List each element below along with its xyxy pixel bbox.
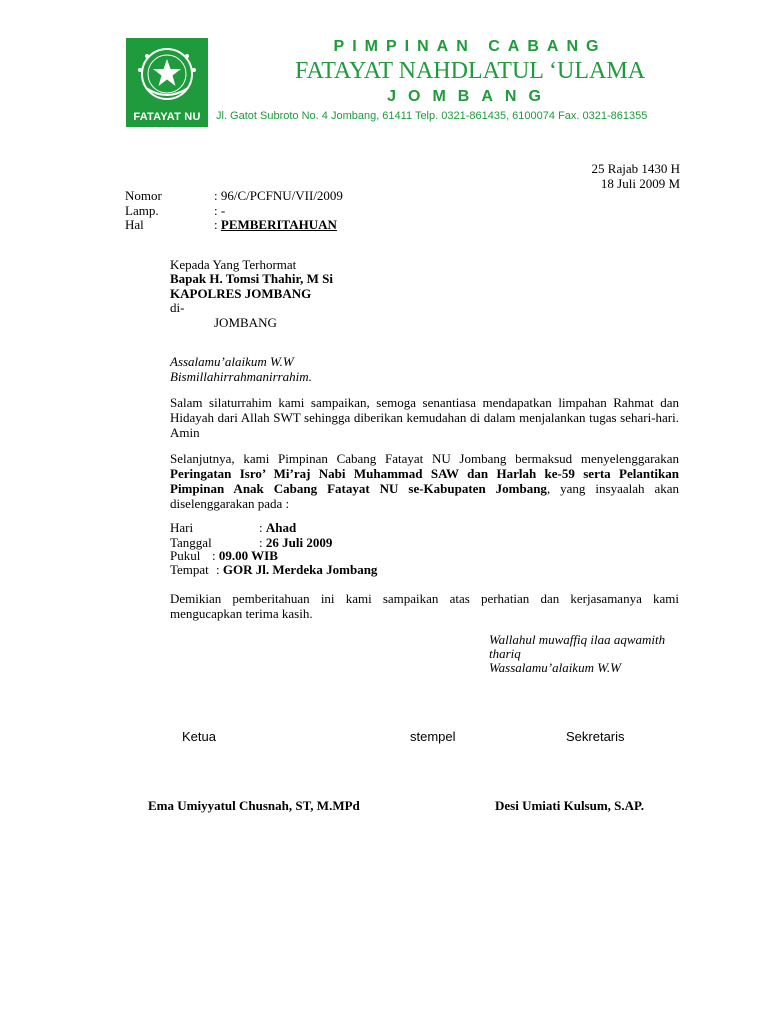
closing-salam: Wassalamu’alaikum W.W — [489, 660, 621, 675]
opening-basmalah: Bismillahirrahmanirrahim. — [170, 369, 312, 384]
schedule-row-tempat — [216, 562, 377, 577]
logo-text: FATAYAT NU — [133, 111, 201, 123]
recipient-di: di- — [170, 300, 185, 315]
recipient-greeting: Kepada Yang Terhormat — [170, 257, 297, 272]
schedule-label-tanggal: Tanggal — [170, 535, 212, 550]
schedule-row-pukul — [212, 548, 278, 563]
closing-line-1: Wallahul muwaffiq ilaa aqwamith — [489, 632, 666, 647]
body-paragraph-2 — [170, 451, 679, 511]
schedule-label-hari: Hari — [170, 520, 194, 535]
opening-salam: Assalamu’alaikum W.W — [170, 354, 294, 369]
event-title: Peringatan Isro’ Mi’raj Nabi Muhammad SAW dan Harlah ke-59 serta Pelantikan Pimpinan Anak Cabang Fatayat NU se-Kabupaten Jombang — [170, 466, 679, 496]
meta-label-hal: Hal — [125, 217, 144, 232]
body-paragraph-1: Salam silaturrahim kami sampaikan, semoga senantiasa mendapatkan limpahan Rahmat dan Hidayah dari Allah SWT sehingga diberikan kemudahan di dalam menjalankan tugas sehari-hari. Amin — [170, 395, 679, 440]
date-gregorian: 18 Juli 2009 M — [600, 176, 680, 191]
schedule-label-pukul: Pukul — [170, 548, 201, 563]
meta-value-lamp: : - — [214, 203, 226, 218]
meta-label-lamp: Lamp. — [125, 203, 159, 218]
schedule-label-tempat: Tempat — [170, 562, 209, 577]
signature-role-ketua: Ketua — [182, 729, 216, 744]
schedule-value-tempat: GOR Jl. Merdeka Jombang — [222, 562, 378, 577]
org-name-heading: FATAYAT NAHDLATUL ‘ULAMA — [294, 58, 646, 84]
recipient-city: JOMBANG — [214, 315, 277, 330]
schedule-value-hari: Ahad — [265, 520, 297, 535]
meta-prefix-hal: : — [214, 217, 221, 232]
meta-label-nomor: Nomor — [125, 188, 162, 203]
schedule-sep: : — [259, 520, 266, 535]
closing-paragraph: Demikian pemberitahuan ini kami sampaikan atas perhatian dan kerjasamanya kami mengucapkan terima kasih. — [170, 591, 679, 621]
schedule-row-hari — [259, 520, 296, 535]
org-address: Jl. Gatot Subroto No. 4 Jombang, 61411 Telp. 0321-861435, 6100074 Fax. 0321-861355 — [216, 110, 648, 122]
schedule-sep: : — [259, 535, 266, 550]
schedule-value-pukul: 09.00 WIB — [218, 548, 278, 563]
meta-value-nomor: : 96/C/PCFNU/VII/2009 — [214, 188, 343, 203]
meta-value-hal — [214, 217, 337, 232]
org-city-heading: JOMBANG — [387, 88, 553, 105]
stamp-label: stempel — [410, 729, 456, 744]
subject-text: PEMBERITAHUAN — [220, 217, 337, 232]
org-level-heading: PIMPINAN CABANG — [333, 38, 607, 55]
signature-role-sekretaris: Sekretaris — [566, 729, 625, 744]
schedule-sep: : — [216, 562, 223, 577]
signature-name-ketua: Ema Umiyyatul Chusnah, ST, M.MPd — [148, 798, 360, 813]
recipient-name: Bapak H. Tomsi Thahir, M Si — [170, 271, 333, 286]
closing-line-2: thariq — [489, 646, 521, 661]
schedule-value-tanggal: 26 Juli 2009 — [265, 535, 333, 550]
recipient-title: KAPOLRES JOMBANG — [170, 286, 312, 301]
signature-name-sekretaris: Desi Umiati Kulsum, S.AP. — [495, 798, 645, 813]
para2-tail: , yang insyaalah akan diselenggarakan pada : — [170, 481, 679, 511]
para2-intro: Selanjutnya, kami Pimpinan Cabang Fatayat NU Jombang bermaksud menyelenggarakan — [170, 451, 679, 466]
date-hijri: 25 Rajab 1430 H — [591, 161, 680, 176]
schedule-sep: : — [212, 548, 219, 563]
organization-logo — [126, 38, 208, 127]
